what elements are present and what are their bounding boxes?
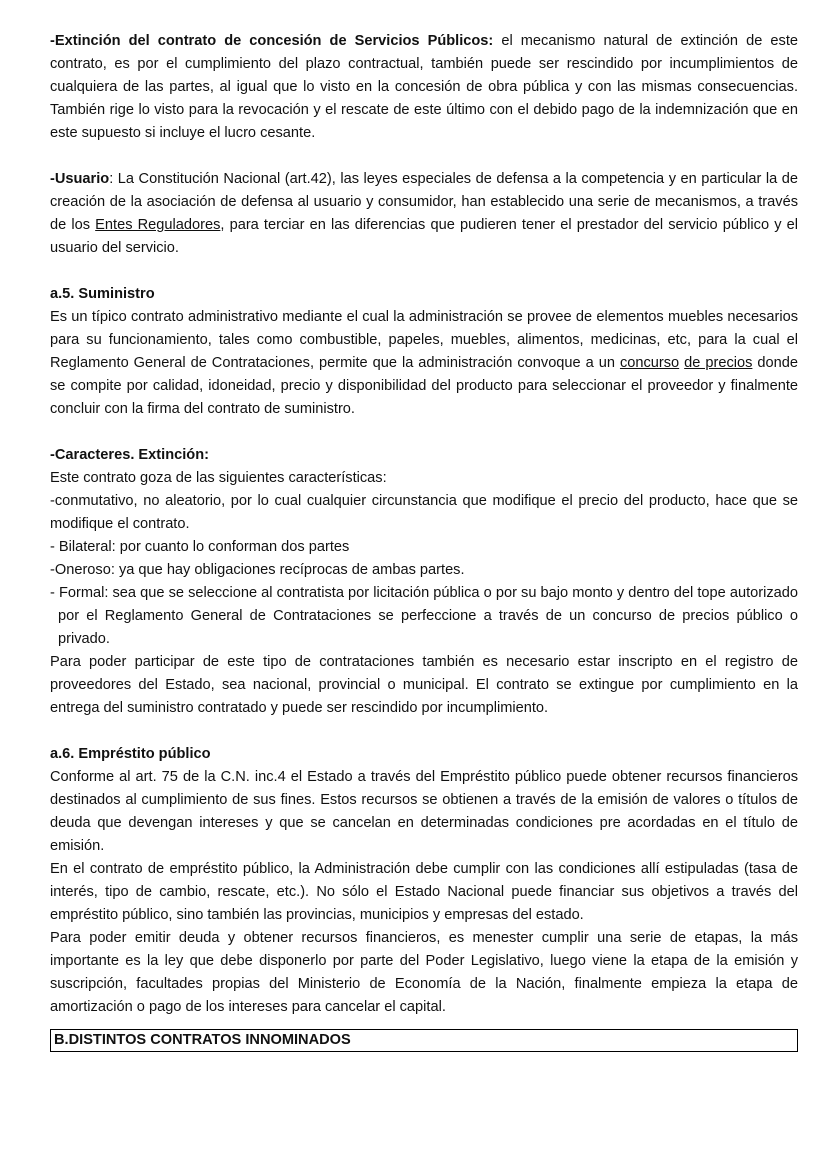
document-page	[50, 30, 798, 1052]
paragraph-suministro	[50, 306, 798, 421]
text-usuario-before: : La Constitución Nacional (art.42), las leyes especiales de defensa a la competencia y en particular la de creación de la asociación de defensa al usuario y consumidor, han establecido una serie de mecanismos, a través de los	[50, 171, 798, 233]
link-concurso[interactable]: concurso	[619, 355, 680, 371]
heading-usuario: -Usuario	[50, 171, 110, 187]
text-extincion-concesion: el mecanismo natural de extinción de este contrato, es por el cumplimiento del plazo contractual, también puede ser rescindido por incumplimientos de cualquiera de las partes, al igual que lo visto en la concesión de obra pública y con las mismas consecuencias. También rige lo visto para la revocación y el rescate de este último con el debido pago de la indemnización que en este supuesto si incluye el lucro cesante.	[50, 33, 798, 141]
list-item: - Bilateral: por cuanto lo conforman dos partes	[50, 539, 350, 555]
paragraph-usuario	[50, 168, 798, 260]
heading-extincion-concesion: -Extinción del contrato de concesión de Servicios Públicos:	[50, 33, 494, 49]
paragraph-extincion-concesion	[50, 30, 798, 145]
link-de-precios[interactable]: de precios	[684, 355, 753, 371]
caracteres-closing: Para poder participar de este tipo de contrataciones también es necesario estar inscripto en el registro de proveedores del Estado, sea nacional, provincial o municipal. El contrato se extingue por cumplimiento en la entrega del suministro contratado y puede ser rescindido por incumplimiento.	[50, 654, 798, 716]
text-suministro-before: Es un típico contrato administrativo mediante el cual la administración se provee de elementos muebles necesarios para su funcionamiento, tales como combustible, papeles, muebles, alimentos, medicinas, etc, para la cual el Reglamento General de Contrataciones, permite que la administración convoque a un	[50, 309, 798, 371]
section-b-title: B.DISTINTOS CONTRATOS INNOMINADOS	[50, 1029, 798, 1052]
heading-caracteres: -Caracteres. Extinción:	[50, 447, 209, 463]
heading-emprestito: a.6. Empréstito público	[50, 746, 211, 762]
text-suministro-after: donde se compite por calidad, idoneidad, precio y disponibilidad del producto para seleccionar el proveedor y finalmente concluir con la firma del contrato de suministro.	[50, 355, 798, 417]
list-item: - Formal: sea que se seleccione al contratista por licitación pública o por su bajo monto y dentro del tope autorizado por el Reglamento General de Contrataciones se perfeccione a través de un concurso de precios público o privado.	[50, 585, 798, 647]
link-entes-reguladores[interactable]: Entes Reguladores	[95, 217, 221, 233]
paragraph-emprestito: Conforme al art. 75 de la C.N. inc.4 el Estado a través del Empréstito público puede obtener recursos financieros destinados al cumplimiento de sus fines. Estos recursos se obtienen a través de la emisión de valores o títulos de deuda que devengan intereses y que se cancelan en determinadas condiciones pre acordadas en el título de emisión.	[50, 769, 798, 854]
list-item: -conmutativo, no aleatorio, por lo cual cualquier circunstancia que modifique el precio del producto, hace que se modifique el contrato.	[50, 493, 798, 532]
heading-suministro: a.5. Suministro	[50, 286, 155, 302]
text-usuario-after: , para terciar en las diferencias que pudieren tener el prestador del servicio público y el usuario del servicio.	[50, 217, 798, 256]
paragraph-emprestito: Para poder emitir deuda y obtener recursos financieros, es menester cumplir una serie de etapas, la más importante es la ley que debe disponerlo por parte del Poder Legislativo, luego viene la etapa de la emisión y suscripción, facultades propias del Ministerio de Economía de la Nación, finalmente empieza la etapa de amortización o pago de los intereses para cancelar el capital.	[50, 930, 798, 1015]
list-item: -Oneroso: ya que hay obligaciones recíprocas de ambas partes.	[50, 562, 465, 578]
caracteres-intro: Este contrato goza de las siguientes características:	[50, 470, 387, 486]
paragraph-emprestito: En el contrato de empréstito público, la Administración debe cumplir con las condiciones allí estipuladas (tasa de interés, tipo de cambio, rescate, etc.). No sólo el Estado Nacional puede financiar sus objetivos a través del empréstito público, sino también las provincias, municipios y empresas del estado.	[50, 861, 798, 923]
